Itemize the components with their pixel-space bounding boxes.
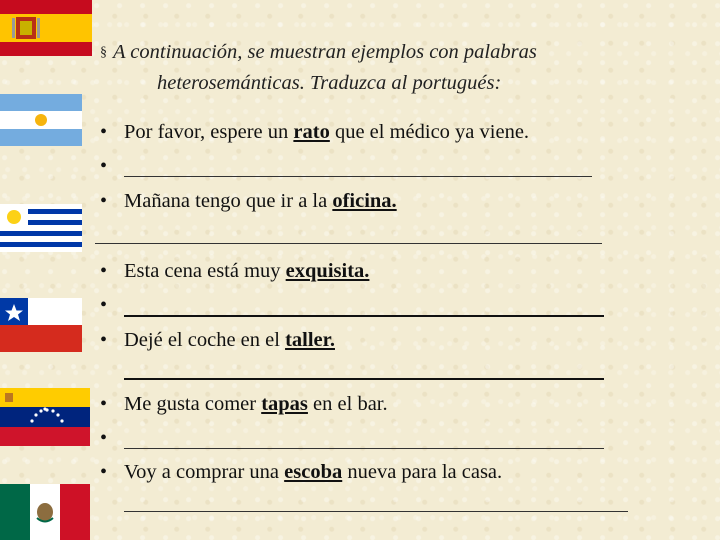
heterosemantic-word: rato [293,121,330,143]
answer-blank-line[interactable] [124,176,592,177]
title-line-1: A continuación, se muestran ejemplos con palabras [113,41,537,63]
heterosemantic-word: tapas [261,393,308,415]
uruguay-flag-icon [0,204,82,252]
bullet-icon: • [100,260,108,282]
spain-flag-icon [0,0,92,56]
sentence-text: Voy a comprar una escoba nueva para la casa. [124,461,503,483]
instructions-title [100,38,640,97]
sentence-text: Mañana tengo que ir a la oficina. [124,190,397,212]
mexico-flag-icon [0,484,90,540]
heterosemantic-word: exquisita. [285,260,370,282]
answer-blank-line[interactable] [95,243,602,244]
sentence-text: Me gusta comer tapas en el bar. [124,393,388,415]
sentence-text: Esta cena está muy exquisita. [124,260,370,282]
bullet-icon: • [100,294,108,316]
heterosemantic-word: oficina. [332,190,397,212]
bullet-icon: • [100,461,108,483]
venezuela-flag-icon [0,388,90,446]
heterosemantic-word: taller. [285,329,335,351]
chile-flag-icon [0,298,82,352]
section-bullet-icon: § [100,45,107,60]
sentence-text: Por favor, espere un rato que el médico ya viene. [124,121,530,143]
answer-blank-line[interactable] [124,315,604,317]
heterosemantic-word: escoba [284,461,343,483]
bullet-icon: • [100,393,108,415]
answer-blank-line[interactable] [124,448,604,449]
argentina-flag-icon [0,94,82,146]
answer-blank-line[interactable] [124,378,604,380]
bullet-icon: • [100,427,108,449]
title-line-2: heterosemánticas. Traduzca al portugués: [157,72,502,94]
sentence-text: Dejé el coche en el taller. [124,329,335,351]
bullet-icon: • [100,121,108,143]
bullet-icon: • [100,155,108,177]
bullet-icon: • [100,190,108,212]
bullet-icon: • [100,329,108,351]
answer-blank-line[interactable] [124,511,628,512]
